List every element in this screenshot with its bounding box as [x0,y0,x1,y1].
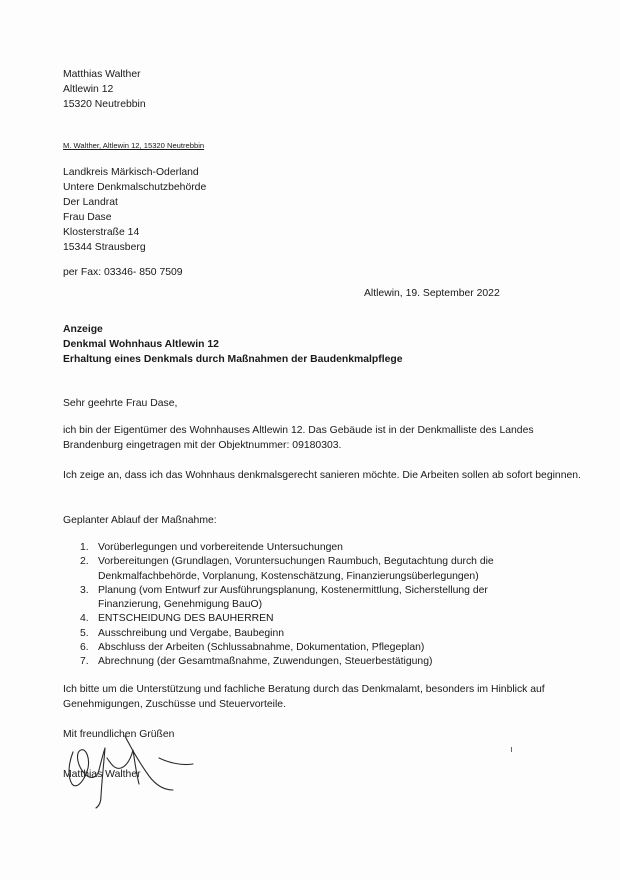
letter-date: Altlewin, 19. September 2022 [364,288,500,299]
body-paragraph-1: ich bin der Eigentümer des Wohnhauses Altlewin 12. Das Gebäude ist in der Denkmalliste des Landes Brandenburg eingetragen mit der Objektnummer: 09180303. [63,425,534,451]
closing-phrase: Mit freundlichen Grüßen [63,729,175,740]
list-item [80,641,538,655]
recipient-line-6: 15344 Strausberg [63,242,146,253]
subject-line-1: Anzeige [63,324,103,335]
step-number: 4. [80,613,89,625]
list-item [80,627,538,641]
step-text: Vorüberlegungen und vorbereitende Untersuchungen [98,542,343,553]
step-number: 6. [80,642,89,654]
list-item [80,655,538,669]
salutation: Sehr geehrte Frau Dase, [63,398,178,409]
recipient-line-2: Untere Denkmalschutzbehörde [63,182,207,193]
body-paragraph-2: Ich zeige an, dass ich das Wohnhaus denkmalsgerecht sanieren möchte. Die Arbeiten sollen ab sofort beginnen. [63,470,581,481]
step-number: 7. [80,656,89,668]
list-item [80,541,538,555]
step-number: 5. [80,627,89,639]
step-number: 3. [80,584,89,596]
recipient-line-1: Landkreis Märkisch-Oderland [63,167,199,178]
list-item [80,555,538,584]
subject-line-2: Denkmal Wohnhaus Altlewin 12 [63,339,219,350]
step-number: 1. [80,542,89,553]
step-text: Vorbereitungen (Grundlagen, Voruntersuchungen Raumbuch, Begutachtung durch die Denkmalfachbehörde, Vorplanung, Kostenschätzung, Finanzierungsüberlegungen) [98,556,494,582]
step-text: Ausschreibung und Vergabe, Baubeginn [98,627,285,639]
subject-block [63,322,403,367]
scan-speck [511,747,512,752]
sender-name: Matthias Walther [63,69,141,80]
handwritten-signature [55,718,225,810]
recipient-line-4: Frau Dase [63,212,112,223]
signer-name: Matthias Walther [63,769,141,780]
sender-address [63,67,146,112]
step-text: Planung (vom Entwurf zur Ausführungsplanung, Kostenermittlung, Sicherstellung der Finanzierung, Genehmigung BauO) [98,584,488,611]
plan-heading: Geplanter Ablauf der Maßnahme: [63,515,217,526]
list-item [80,612,538,626]
step-number: 2. [80,556,89,568]
body-paragraph-3: Ich bitte um die Unterstützung und fachliche Beratung durch das Denkmalamt, besonders im Hinblick auf Genehmigungen, Zuschüsse und Steuervorteile. [63,684,545,710]
list-item [80,584,538,613]
subject-line-3: Erhaltung eines Denkmals durch Maßnahmen der Baudenkmalpflege [63,354,403,365]
fax-line: per Fax: 03346- 850 7509 [63,267,183,278]
recipient-line-5: Klosterstraße 14 [63,227,140,238]
recipient-line-3: Der Landrat [63,197,118,208]
sender-city: 15320 Neutrebbin [63,99,146,110]
recipient-address [63,165,206,255]
step-text: Abrechnung (der Gesamtmaßnahme, Zuwendungen, Steuerbestätigung) [98,656,433,668]
sender-street: Altlewin 12 [63,84,114,95]
step-text: ENTSCHEIDUNG DES BAUHERREN [98,613,274,625]
plan-steps-list [80,541,538,670]
step-text: Abschluss der Arbeiten (Schlussabnahme, Dokumentation, Pflegeplan) [98,642,425,654]
return-address-line: M. Walther, Altlewin 12, 15320 Neutrebbin [63,141,205,150]
